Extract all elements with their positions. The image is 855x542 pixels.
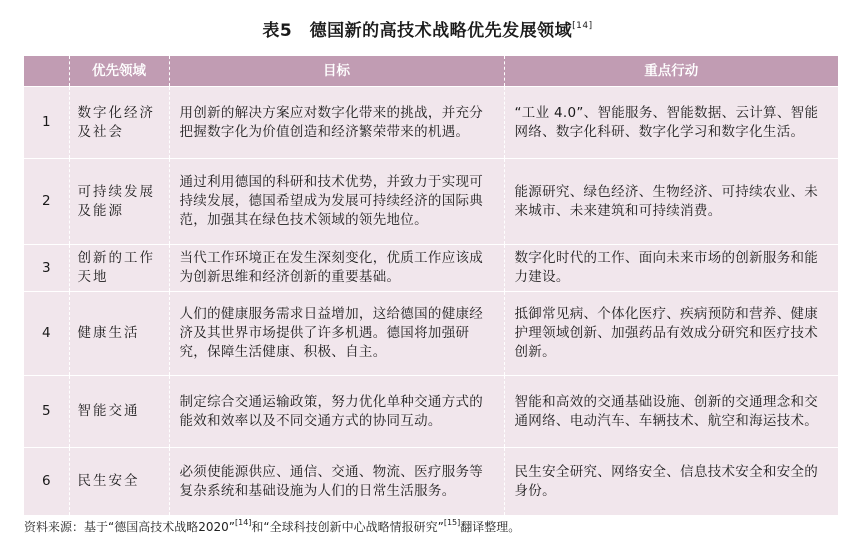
- priority-area-cell: 创新的工作天地: [69, 245, 169, 292]
- table-row: [24, 448, 838, 516]
- table-row: [24, 245, 838, 292]
- goal-cell: 当代工作环境正在发生深刻变化，优质工作应该成为创新思维和经济创新的重要基础。: [169, 245, 504, 292]
- table-title: [0, 16, 855, 41]
- goal-cell: 通过利用德国的科研和技术优势，并致力于实现可持续发展，德国希望成为发展可持续经济的国际典范，加强其在绿色技术领域的领先地位。: [169, 159, 504, 245]
- table-row: [24, 292, 838, 376]
- action-cell: 能源研究、绿色经济、生物经济、可持续农业、未来城市、未来建筑和可持续消费。: [504, 159, 838, 245]
- action-cell: 民生安全研究、网络安全、信息技术安全和安全的身份。: [504, 448, 838, 516]
- action-cell: 抵御常见病、个体化医疗、疾病预防和营养、健康护理领域创新、加强药品有效成分研究和医疗技术创新。: [504, 292, 838, 376]
- row-number: 2: [24, 159, 69, 245]
- row-number: 1: [24, 87, 69, 159]
- priority-area-cell: 数字化经济及社会: [69, 87, 169, 159]
- table-row: [24, 159, 838, 245]
- priority-areas-table: [24, 56, 838, 516]
- source-note-suffix: 翻译整理。: [460, 520, 521, 534]
- header-goal: 目标: [169, 56, 504, 87]
- action-cell: 智能和高效的交通基础设施、创新的交通理念和交通网络、电动汽车、车辆技术、航空和海运技术。: [504, 376, 838, 448]
- title-reference: [14]: [572, 21, 593, 31]
- row-number: 3: [24, 245, 69, 292]
- table-header-row: [24, 56, 838, 87]
- priority-area-cell: 可持续发展及能源: [69, 159, 169, 245]
- goal-cell: 必须使能源供应、通信、交通、物流、医疗服务等复杂系统和基础设施为人们的日常生活服务。: [169, 448, 504, 516]
- source-reference-15: [15]: [443, 518, 461, 527]
- row-number: 4: [24, 292, 69, 376]
- header-key-actions: 重点行动: [504, 56, 838, 87]
- goal-cell: 人们的健康服务需求日益增加，这给德国的健康经济及其世界市场提供了许多机遇。德国将加强研究，保障生活健康、积极、自主。: [169, 292, 504, 376]
- source-note-prefix: 资料来源：基于“德国高技术战略2020”: [24, 520, 235, 534]
- source-note-middle: 和“全球科技创新中心战略情报研究”: [251, 520, 444, 534]
- row-number: 6: [24, 448, 69, 516]
- table-title-text: 表5 德国新的高技术战略优先发展领域: [262, 21, 573, 41]
- header-priority-area: 优先领域: [69, 56, 169, 87]
- row-number: 5: [24, 376, 69, 448]
- source-note: [24, 518, 520, 535]
- header-index: [24, 56, 69, 87]
- table-row: [24, 87, 838, 159]
- action-cell: “工业 4.0”、智能服务、智能数据、云计算、智能网络、数字化科研、数字化学习和数字化生活。: [504, 87, 838, 159]
- source-reference-14: [14]: [234, 518, 252, 527]
- priority-area-cell: 民生安全: [69, 448, 169, 516]
- goal-cell: 用创新的解决方案应对数字化带来的挑战，并充分把握数字化为价值创造和经济繁荣带来的机遇。: [169, 87, 504, 159]
- goal-cell: 制定综合交通运输政策，努力优化单种交通方式的能效和效率以及不同交通方式的协同互动。: [169, 376, 504, 448]
- priority-area-cell: 智能交通: [69, 376, 169, 448]
- table-row: [24, 376, 838, 448]
- priority-area-cell: 健康生活: [69, 292, 169, 376]
- action-cell: 数字化时代的工作、面向未来市场的创新服务和能力建设。: [504, 245, 838, 292]
